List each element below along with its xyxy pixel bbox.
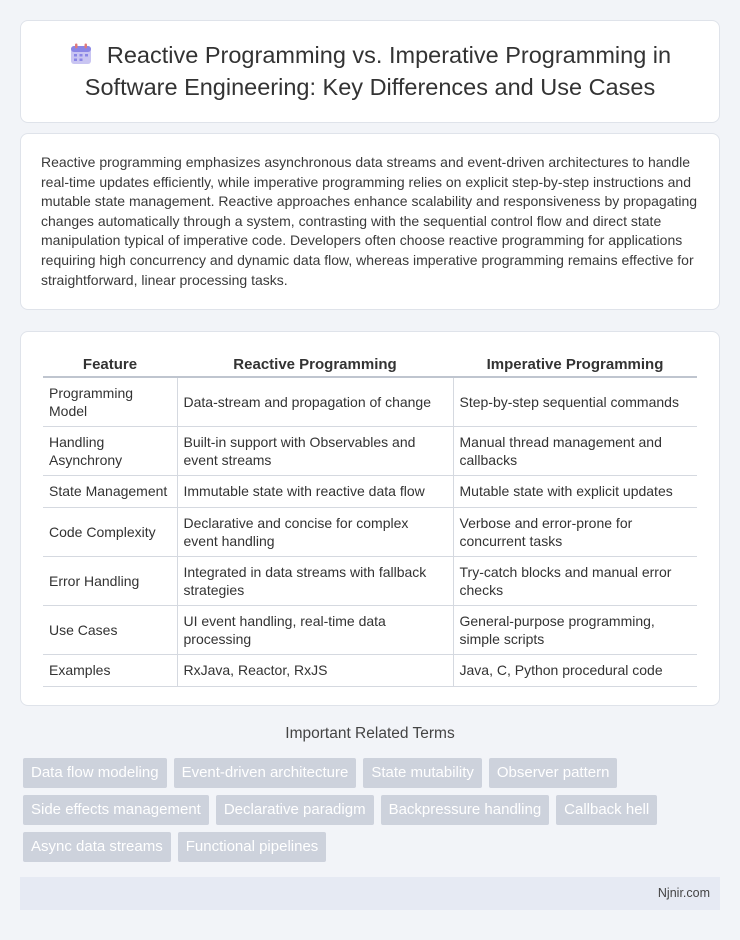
term-tag[interactable]: Observer pattern	[489, 758, 618, 788]
page-title	[51, 41, 689, 102]
term-tag[interactable]: Functional pipelines	[178, 832, 327, 862]
reactive-cell: Data-stream and propagation of change	[177, 377, 453, 426]
table-row	[43, 556, 697, 605]
reactive-cell: UI event handling, real-time data processing	[177, 605, 453, 654]
table-row	[43, 654, 697, 686]
table-header-row	[43, 352, 697, 377]
reactive-cell: Declarative and concise for complex event handling	[177, 507, 453, 556]
related-terms-heading: Important Related Terms	[285, 725, 455, 742]
feature-cell: Handling Asynchrony	[43, 426, 177, 475]
feature-cell: Use Cases	[43, 605, 177, 654]
header-reactive: Reactive Programming	[177, 352, 453, 377]
table-row	[43, 377, 697, 426]
footer	[20, 877, 720, 910]
term-tag[interactable]: Event-driven architecture	[174, 758, 357, 788]
table-row	[43, 605, 697, 654]
related-terms-list	[23, 758, 723, 869]
imperative-cell: Verbose and error-prone for concurrent tasks	[453, 507, 697, 556]
term-tag[interactable]: Backpressure handling	[381, 795, 550, 825]
term-tag[interactable]: Callback hell	[556, 795, 657, 825]
table-row	[43, 507, 697, 556]
term-tag[interactable]: Data flow modeling	[23, 758, 167, 788]
feature-cell: Examples	[43, 654, 177, 686]
calendar-icon	[69, 42, 93, 73]
term-tag[interactable]: Async data streams	[23, 832, 171, 862]
comparison-card	[20, 331, 720, 706]
feature-cell: Error Handling	[43, 556, 177, 605]
table-row	[43, 475, 697, 507]
term-tag[interactable]: Declarative paradigm	[216, 795, 374, 825]
header-imperative: Imperative Programming	[453, 352, 697, 377]
title-card	[20, 20, 720, 123]
comparison-table	[43, 352, 697, 687]
footer-site-link[interactable]: Njnir.com	[657, 886, 710, 900]
page-title-text: Reactive Programming vs. Imperative Programming in Software Engineering: Key Differences and Use Cases	[84, 42, 672, 100]
intro-paragraph: Reactive programming emphasizes asynchronous data streams and event-driven architectures to handle real-time updates efficiently, while imperative programming relies on explicit step-by-step instructions and mutable state management. Reactive approaches enhance scalability and responsiveness by propagating changes automatically through a system, contrasting with the sequential control flow and direct state manipulation typical of imperative code. Developers often choose reactive programming for applications requiring high concurrency and dynamic data flow, whereas imperative programming remains effective for straightforward, linear processing tasks.	[41, 154, 698, 288]
imperative-cell: General-purpose programming, simple scripts	[453, 605, 697, 654]
term-tag[interactable]: Side effects management	[23, 795, 209, 825]
reactive-cell: Immutable state with reactive data flow	[177, 475, 453, 507]
reactive-cell: RxJava, Reactor, RxJS	[177, 654, 453, 686]
feature-cell: State Management	[43, 475, 177, 507]
imperative-cell: Step-by-step sequential commands	[453, 377, 697, 426]
reactive-cell: Built-in support with Observables and event streams	[177, 426, 453, 475]
table-row	[43, 426, 697, 475]
reactive-cell: Integrated in data streams with fallback strategies	[177, 556, 453, 605]
header-feature: Feature	[43, 352, 177, 377]
imperative-cell: Java, C, Python procedural code	[453, 654, 697, 686]
imperative-cell: Mutable state with explicit updates	[453, 475, 697, 507]
imperative-cell: Manual thread management and callbacks	[453, 426, 697, 475]
term-tag[interactable]: State mutability	[363, 758, 482, 788]
feature-cell: Programming Model	[43, 377, 177, 426]
feature-cell: Code Complexity	[43, 507, 177, 556]
imperative-cell: Try-catch blocks and manual error checks	[453, 556, 697, 605]
intro-card	[20, 133, 720, 310]
